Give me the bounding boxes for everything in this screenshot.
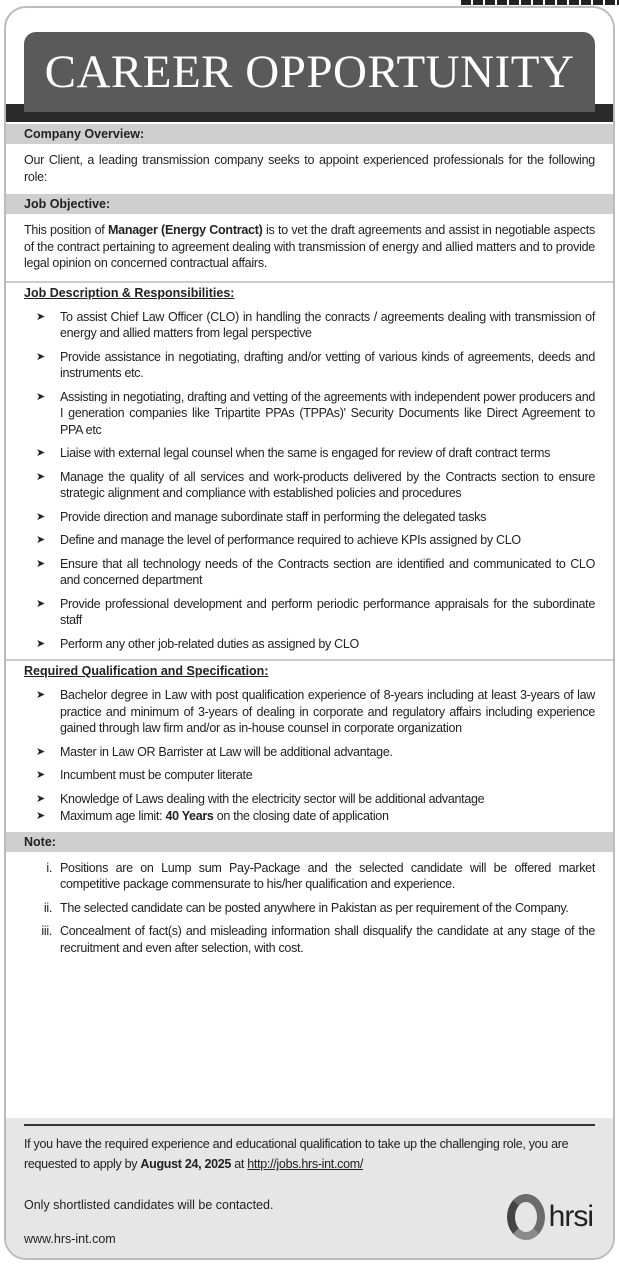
bullet-arrow-icon: ➤: [36, 745, 45, 758]
list-item: [6, 767, 613, 784]
list-item: [6, 923, 613, 956]
role-title: Manager (Energy Contract): [107, 223, 263, 237]
bullet-arrow-icon: ➤: [36, 310, 45, 323]
apply-pre: If you have the required experience and educational qualification to take up the challenging role, you are requested to apply by: [24, 1137, 569, 1171]
list-item: [6, 900, 613, 917]
age-pre: Maximum age limit:: [60, 809, 166, 823]
list-item-text: Positions are on Lump sum Pay-Package and the selected candidate will be offered market competitive package commensurate to his/her qualification and experience.: [60, 860, 595, 891]
age-post: on the closing date of application: [213, 809, 389, 823]
list-item-text: Provide direction and manage subordinate staff in performing the delegated tasks: [60, 509, 487, 524]
objective-pre: This position of: [24, 223, 108, 237]
list-item: [6, 445, 613, 462]
list-item: [6, 389, 613, 439]
list-item: [6, 636, 613, 653]
footer-divider: [24, 1124, 595, 1126]
list-item-text: Liaise with external legal counsel when the same is engaged for review of draft contract terms: [60, 446, 551, 460]
bullet-arrow-icon: ➤: [36, 557, 45, 570]
list-item: [6, 860, 613, 893]
bullet-arrow-icon: ➤: [36, 597, 45, 610]
list-item: [6, 469, 613, 502]
list-item: [6, 791, 613, 808]
header-banner: [24, 32, 595, 112]
list-item-text: The selected candidate can be posted anywhere in Pakistan as per requirement of the Company.: [60, 900, 569, 915]
list-item-text: Provide professional development and perform periodic performance appraisals for the subordinate staff: [60, 596, 595, 627]
list-item-text: Incumbent must be computer literate: [60, 768, 253, 782]
shortlist-note: Only shortlisted candidates will be contacted.: [24, 1198, 274, 1212]
section-heading-job-description: Job Description & Responsibilities:: [6, 281, 613, 303]
footer: [6, 1118, 613, 1258]
list-item: [6, 687, 613, 737]
job-ad: [4, 6, 615, 1260]
deadline: August 24, 2025: [140, 1157, 232, 1171]
bullet-arrow-icon: ➤: [36, 689, 45, 701]
bullet-arrow-icon: ➤: [36, 637, 45, 650]
list-item: [6, 349, 613, 382]
list-item-text: Manage the quality of all services and work-products delivered by the Contracts section to ensure strategic alignment and compliance with established policies and procedures: [60, 469, 595, 500]
section-heading-company-overview: Company Overview:: [6, 124, 613, 144]
website[interactable]: www.hrs-int.com: [24, 1232, 116, 1246]
list-item-text: Define and manage the level of performance required to achieve KPIs assigned by CLO: [60, 533, 521, 547]
list-item: [6, 596, 613, 629]
bullet-arrow-icon: ➤: [36, 810, 45, 822]
list-item-age-limit: [6, 808, 613, 825]
section-heading-qualification: Required Qualification and Specification:: [6, 659, 613, 681]
logo-text: hrsi: [548, 1200, 593, 1233]
list-item-text: Bachelor degree in Law with post qualification experience of 8-years including at least 3-years of law practice and minimum of 3-years of dealing in corporate and regulatory affairs including experience gained through law firm and/or as in-house counsel in corporate organization: [60, 688, 595, 735]
responsibilities-list: [6, 309, 613, 653]
hrsi-logo: [507, 1194, 593, 1240]
bullet-arrow-icon: ➤: [36, 447, 45, 459]
list-item: [6, 744, 613, 761]
top-edge-mark: [461, 0, 619, 5]
objective-post: is to vet the draft agreements and assist in negotiable aspects of the contract pertaining to agreement dealing with transmission of energy and allied matters and to provide legal opinion on concerned contractual affairs.: [24, 223, 596, 270]
bullet-arrow-icon: ➤: [36, 792, 45, 805]
company-overview-text: Our Client, a leading transmission company seeks to appoint experienced professionals for the following role:: [24, 153, 595, 184]
bullet-arrow-icon: ➤: [36, 534, 45, 546]
list-number: iii.: [41, 924, 52, 938]
list-item-text: Master in Law OR Barrister at Law will be additional advantage.: [60, 744, 393, 759]
list-item: [6, 556, 613, 589]
list-number: ii.: [43, 900, 52, 915]
age-value: 40 Years: [165, 809, 214, 823]
list-item-text: Perform any other job-related duties as assigned by CLO: [60, 636, 359, 651]
section-heading-job-objective: Job Objective:: [6, 194, 613, 214]
list-item: [6, 532, 613, 549]
qualification-list: [6, 687, 613, 807]
apply-instructions: [24, 1134, 595, 1174]
section-heading-note: Note:: [6, 832, 613, 852]
list-item-text: Ensure that all technology needs of the Contracts section are identified and communicated to CLO and concerned department: [60, 556, 595, 587]
list-number: i.: [46, 860, 52, 875]
bullet-arrow-icon: ➤: [36, 350, 45, 363]
bullet-arrow-icon: ➤: [36, 470, 45, 483]
logo-ring-icon: [507, 1194, 545, 1240]
list-item-text: To assist Chief Law Officer (CLO) in handling the conracts / agreements dealing with transmission of energy and allied matters from legal perspective: [60, 309, 595, 340]
apply-mid: at: [231, 1157, 248, 1171]
list-item: [6, 309, 613, 342]
bullet-arrow-icon: ➤: [36, 510, 45, 523]
bullet-arrow-icon: ➤: [36, 769, 45, 781]
list-item-text: Knowledge of Laws dealing with the electricity sector will be additional advantage: [60, 791, 485, 806]
list-item: [6, 509, 613, 526]
bullet-arrow-icon: ➤: [36, 390, 45, 403]
notes-list: [6, 860, 613, 957]
list-item-text: Assisting in negotiating, drafting and vetting of the agreements with independent power producers and I generation companies like Tripartite PPAs (TPPAs)' Security Documents like Direct Agreement to PPA etc: [60, 389, 595, 437]
list-item-text: Provide assistance in negotiating, drafting and/or vetting of various kinds of agreements, deeds and instruments etc.: [60, 349, 595, 380]
page-title: CAREER OPPORTUNITY: [44, 46, 575, 98]
apply-link[interactable]: http://jobs.hrs-int.com/: [247, 1157, 364, 1171]
job-objective-text: [24, 222, 595, 272]
list-item-text: Concealment of fact(s) and misleading information shall disqualify the candidate at any stage of the recruitment and even after selection, with cost.: [60, 924, 595, 955]
